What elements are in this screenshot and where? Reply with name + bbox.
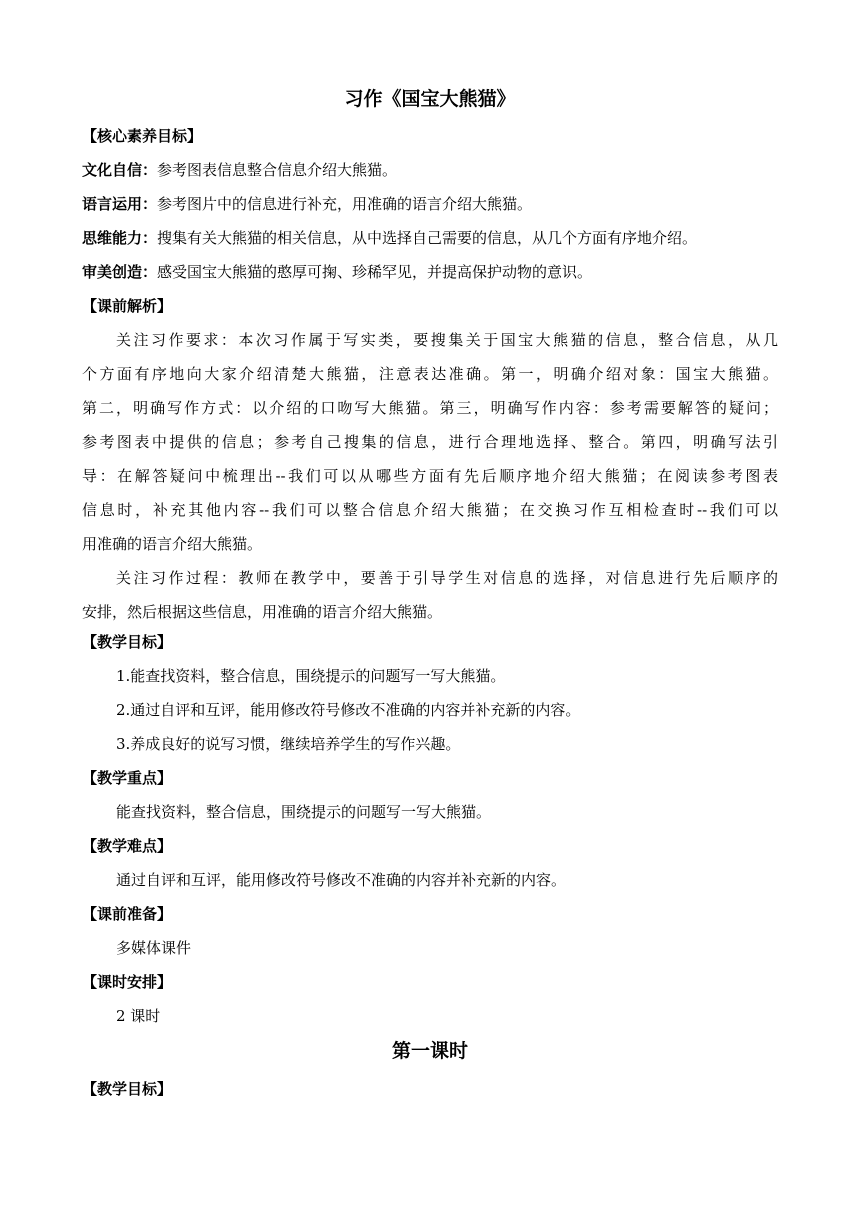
schedule-text: 2 课时 (116, 1007, 161, 1025)
teaching-goal-item: 1.能查找资料，整合信息，围绕提示的问题写一写大熊猫。 (116, 667, 506, 685)
core-goal-item (82, 193, 782, 215)
paragraph-line: 信息时，补充其他内容--我们可以整合信息介绍大熊猫；在交换习作互相检查时--我们可以 (82, 501, 778, 519)
core-goal-text: 感受国宝大熊猫的憨厚可掬、珍稀罕见，并提高保护动物的意识。 (157, 263, 593, 281)
paragraph-line: 导：在解答疑问中梳理出--我们可以从哪些方面有先后顺序地介绍大熊猫；在阅读参考图表 (82, 467, 778, 485)
core-goal-text: 参考图表信息整合信息介绍大熊猫。 (157, 161, 398, 179)
teaching-goal-item: 3.养成良好的说写习惯，继续培养学生的写作兴趣。 (116, 735, 461, 753)
core-goal-term: 审美创造： (82, 263, 158, 281)
paragraph-line: 个方面有序地向大家介绍清楚大熊猫，注意表达准确。第一，明确介绍对象：国宝大熊猫。 (82, 365, 778, 383)
key-points-text: 能查找资料，整合信息，围绕提示的问题写一写大熊猫。 (116, 803, 492, 821)
teaching-goals-heading: 【教学目标】 (82, 633, 173, 651)
core-goal-term: 思维能力： (82, 229, 158, 247)
paragraph-line: 第二，明确写作方式：以介绍的口吻写大熊猫。第三，明确写作内容：参考需要解答的疑问； (82, 399, 778, 417)
core-goal-item (82, 159, 782, 181)
paragraph-line: 关注习作要求：本次习作属于写实类，要搜集关于国宝大熊猫的信息，整合信息，从几 (116, 331, 778, 349)
core-goal-text: 参考图片中的信息进行补充，用准确的语言介绍大熊猫。 (157, 195, 533, 213)
lesson-1-title: 第一课时 (391, 1040, 468, 1062)
teaching-goal-item: 2.通过自评和互评，能用修改符号修改不准确的内容并补充新的内容。 (116, 701, 581, 719)
difficulties-text: 通过自评和互评，能用修改符号修改不准确的内容并补充新的内容。 (116, 871, 567, 889)
preparation-text: 多媒体课件 (116, 939, 192, 957)
document-title: 习作《国宝大熊猫》 (344, 88, 516, 110)
key-points-heading: 【教学重点】 (82, 769, 173, 787)
pre-analysis-heading: 【课前解析】 (82, 297, 173, 315)
lesson-1-goals-heading: 【教学目标】 (82, 1080, 173, 1098)
pre-analysis-paragraph-1 (82, 323, 778, 561)
schedule-heading: 【课时安排】 (82, 973, 173, 991)
pre-analysis-paragraph-2 (82, 561, 778, 629)
preparation-heading: 【课前准备】 (82, 905, 173, 923)
core-goal-item (82, 261, 782, 283)
core-goal-item (82, 227, 782, 249)
paragraph-line: 用准确的语言介绍大熊猫。 (82, 535, 263, 553)
difficulties-heading: 【教学难点】 (82, 837, 173, 855)
core-goal-term: 语言运用： (82, 195, 158, 213)
core-goals-heading: 【核心素养目标】 (82, 127, 203, 145)
core-goal-text: 搜集有关大熊猫的相关信息，从中选择自己需要的信息，从几个方面有序地介绍。 (157, 229, 698, 247)
paragraph-line: 参考图表中提供的信息；参考自己搜集的信息，进行合理地选择、整合。第四，明确写法引 (82, 433, 778, 451)
core-goal-term: 文化自信： (82, 161, 158, 179)
paragraph-line: 关注习作过程：教师在教学中，要善于引导学生对信息的选择，对信息进行先后顺序的 (116, 569, 778, 587)
paragraph-line: 安排，然后根据这些信息，用准确的语言介绍大熊猫。 (82, 603, 443, 621)
